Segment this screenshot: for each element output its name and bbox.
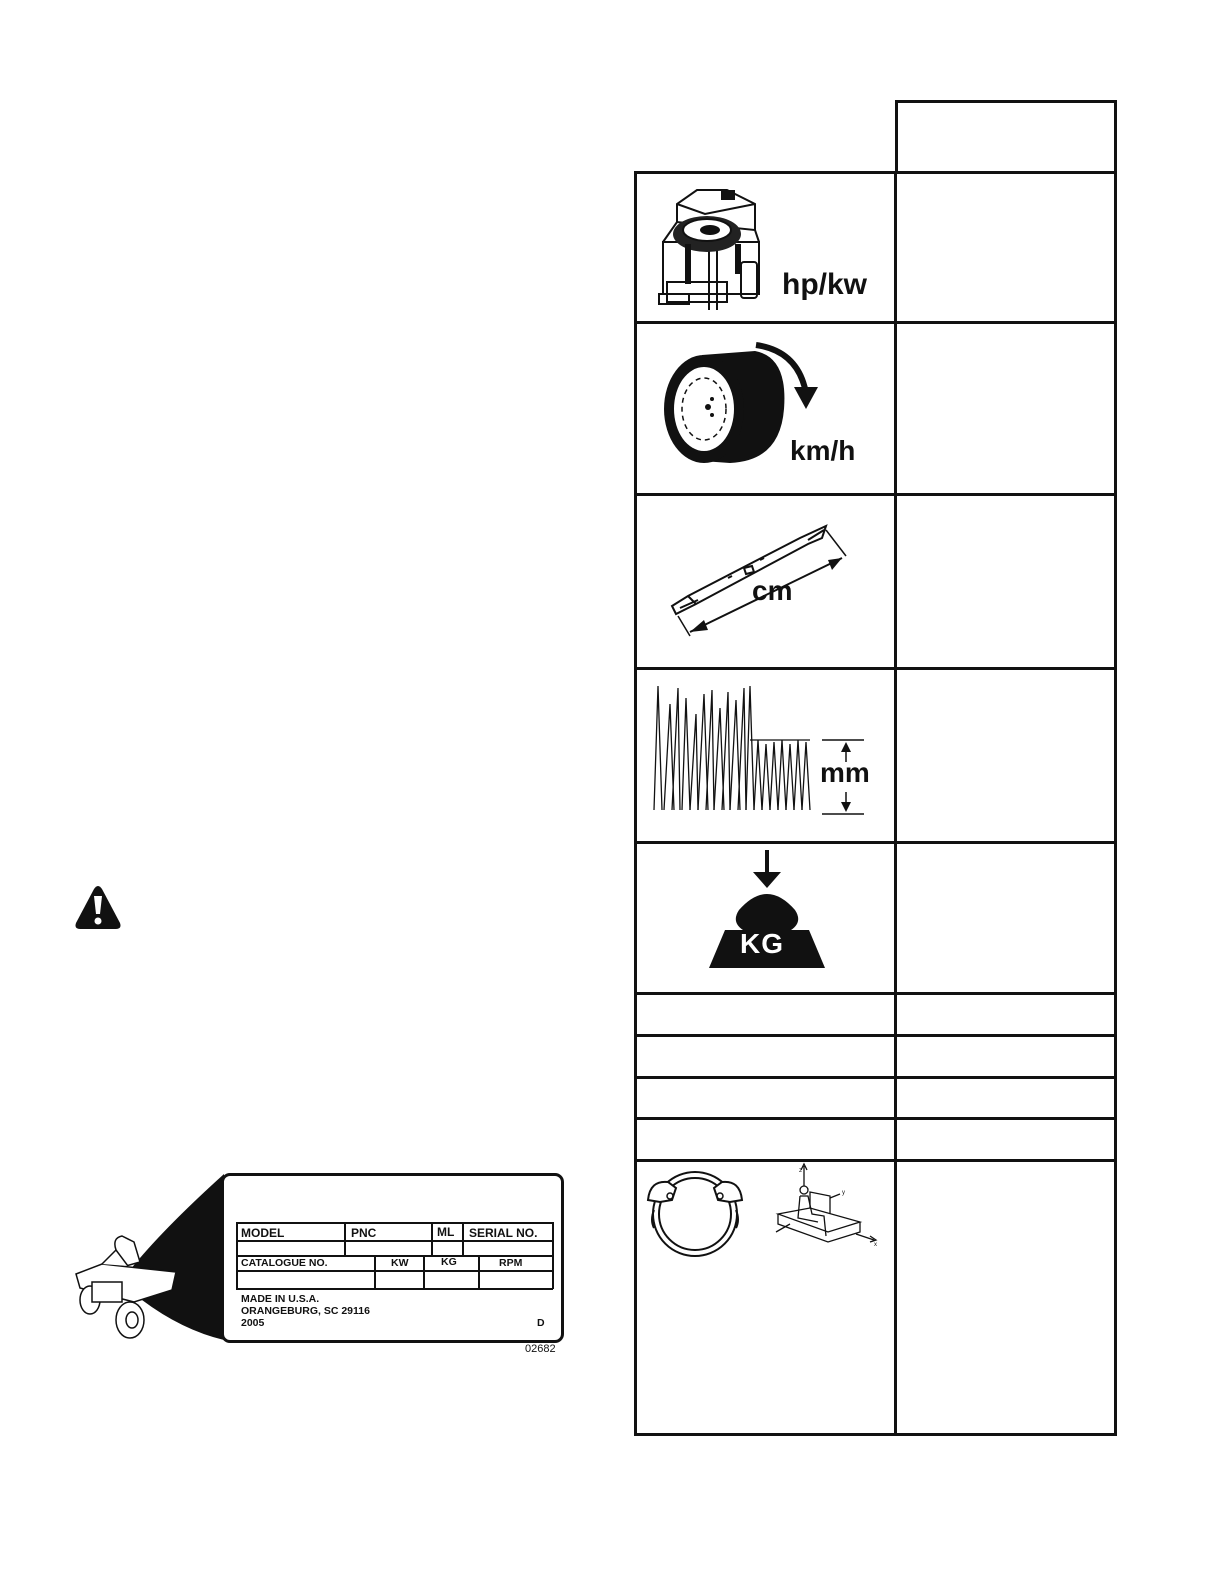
row-divider: [634, 493, 1117, 496]
plate-grid-line: [236, 1288, 553, 1290]
ground-speed-unit: km/h: [790, 435, 856, 466]
svg-text:y: y: [842, 1190, 845, 1196]
row-divider: [634, 841, 1117, 844]
lawn-tractor-icon: [72, 1170, 232, 1345]
plate-catalogue-label: CATALOGUE NO.: [241, 1257, 328, 1269]
svg-text:z: z: [799, 1168, 802, 1174]
plate-pnc-label: PNC: [351, 1226, 377, 1240]
engine-power-unit: hp/kw: [782, 268, 868, 301]
row-divider: [634, 1076, 1117, 1079]
plate-grid-line: [344, 1222, 346, 1256]
spec-column-divider: [894, 171, 897, 1436]
plate-code: D: [537, 1317, 545, 1329]
plate-serial-label: SERIAL NO.: [469, 1226, 538, 1240]
plate-kg-label: KG: [441, 1256, 457, 1268]
row-divider: [634, 992, 1117, 995]
plate-ml-label: ML: [437, 1225, 455, 1239]
cutting-height-unit: mm: [820, 757, 870, 788]
plate-grid-line: [236, 1270, 553, 1272]
spec-header-cell: [895, 100, 1117, 173]
row-divider: [634, 321, 1117, 324]
plate-model-label: MODEL: [241, 1226, 285, 1240]
seat-vibration-axes-icon: [770, 1162, 882, 1248]
engine-icon: [655, 182, 770, 317]
plate-grid-line: [462, 1222, 464, 1256]
row-divider: [634, 1034, 1117, 1037]
plate-made-in: MADE IN U.S.A.: [241, 1293, 320, 1305]
plate-grid-line: [236, 1240, 553, 1242]
plate-grid-line: [552, 1222, 554, 1289]
plate-grid-line: [431, 1222, 433, 1256]
plate-grid-line: [423, 1255, 425, 1289]
plate-grid-line: [374, 1255, 376, 1289]
plate-rpm-label: RPM: [499, 1257, 523, 1269]
plate-grid-line: [236, 1222, 238, 1289]
plate-year: 2005: [241, 1317, 265, 1329]
warning-triangle-icon: [73, 883, 123, 931]
svg-text:x: x: [874, 1242, 877, 1248]
row-divider: [634, 1117, 1117, 1120]
grass-height-icon: [650, 684, 870, 819]
row-divider: [634, 667, 1117, 670]
plate-grid-line: [478, 1255, 480, 1289]
weight-unit: KG: [740, 928, 784, 959]
figure-id: 02682: [525, 1343, 556, 1355]
steering-wheel-vibration-icon: [642, 1170, 748, 1262]
plate-city: ORANGEBURG, SC 29116: [241, 1305, 370, 1317]
plate-kw-label: KW: [391, 1257, 409, 1269]
plate-grid-line: [236, 1222, 553, 1224]
blade-length-unit: cm: [752, 575, 793, 606]
